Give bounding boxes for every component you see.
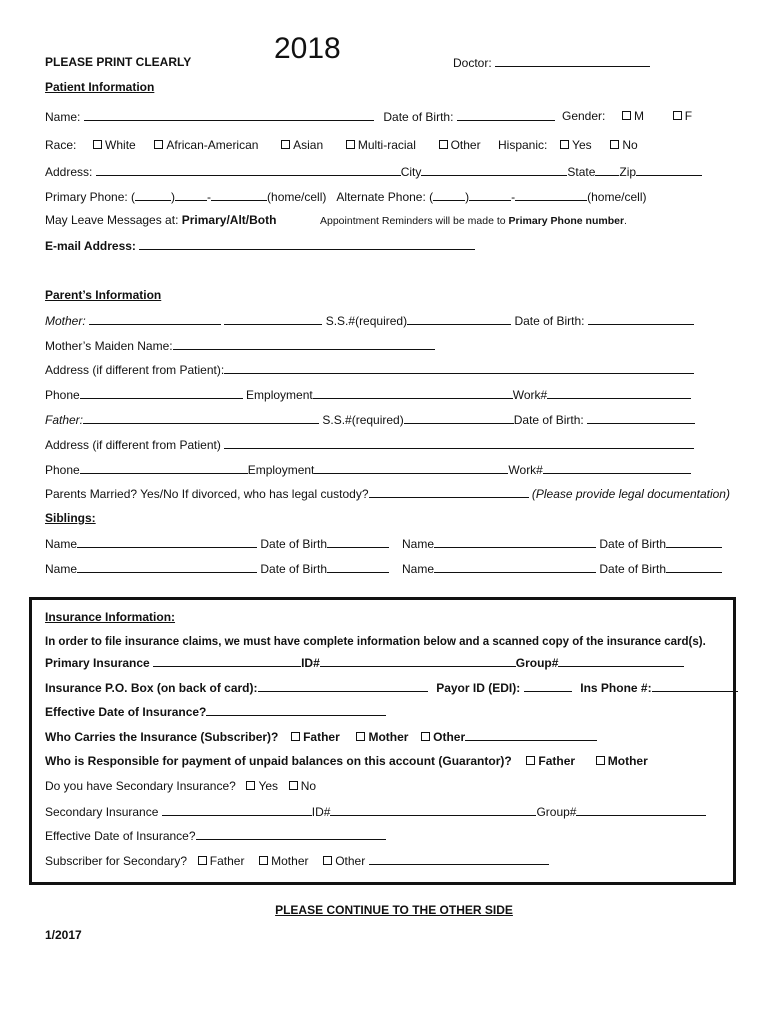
father-dob-label: Date of Birth: xyxy=(513,413,584,427)
form-year: 2018 xyxy=(274,32,341,65)
primary-insurance-field[interactable] xyxy=(153,655,301,667)
print-clearly-heading: PLEASE PRINT CLEARLY xyxy=(45,55,192,69)
mother-address-field[interactable] xyxy=(224,362,694,374)
subscriber-row xyxy=(45,729,597,744)
insurance-section-title: Insurance Information: xyxy=(45,610,176,624)
hispanic-label: Hispanic: xyxy=(498,138,548,152)
sibling-dob-label: Date of Birth xyxy=(260,537,328,551)
mother-dob-label: Date of Birth: xyxy=(514,314,585,328)
siblings-title: Siblings: xyxy=(45,511,96,525)
guarantor-question: Who is Responsible for payment of unpaid balances on this account (Guarantor)? xyxy=(45,754,512,768)
secondary-subscriber-row xyxy=(45,853,549,868)
race-multi-checkbox[interactable] xyxy=(346,140,355,149)
father-label: Father: xyxy=(45,413,84,427)
guarantor-row xyxy=(45,754,648,768)
race-label: Race: xyxy=(45,138,77,152)
sibling-dob-label: Date of Birth xyxy=(599,562,667,576)
mother-work-label: Work# xyxy=(512,388,548,402)
father-row xyxy=(45,412,695,427)
race-other-checkbox[interactable] xyxy=(439,140,448,149)
primary-phone-line[interactable] xyxy=(211,189,267,201)
sibling-name-label: Name xyxy=(45,537,78,551)
continue-notice: PLEASE CONTINUE TO THE OTHER SIDE xyxy=(275,903,513,917)
reminders-bold: Primary Phone number xyxy=(508,215,625,227)
sibling-dob-label: Date of Birth xyxy=(599,537,667,551)
sibling-row-1b xyxy=(402,536,722,551)
primary-insurance-label: Primary Insurance xyxy=(45,656,150,670)
secondary-effective-row xyxy=(45,828,386,843)
sibling-dob-field[interactable] xyxy=(666,536,722,548)
patient-dob-field[interactable] xyxy=(457,109,555,121)
alternate-phone-area[interactable] xyxy=(433,189,465,201)
phone-row: Primary Phone: ( ) - (home/cell) Alternate Phone: ( ) - (home/cell) xyxy=(45,190,647,204)
mother-phone-label: Phone xyxy=(45,388,80,402)
patient-section-title: Patient Information xyxy=(45,80,155,94)
race-african-checkbox[interactable] xyxy=(154,140,163,149)
po-box-row xyxy=(45,680,738,695)
form-revision-date: 1/2017 xyxy=(45,928,82,942)
mother-last-field[interactable] xyxy=(224,313,322,325)
city-label: City xyxy=(400,165,422,179)
sibling-name-label: Name xyxy=(402,537,435,551)
gender-m-label: M xyxy=(634,109,645,123)
zip-label: Zip xyxy=(619,165,637,179)
secondary-group-label: Group# xyxy=(536,805,577,819)
mother-dob-field[interactable] xyxy=(588,313,694,325)
po-box-label: Insurance P.O. Box (on back of card): xyxy=(45,681,258,695)
mother-employment-label: Employment xyxy=(246,388,313,402)
payor-id-field[interactable] xyxy=(524,680,572,692)
race-asian-checkbox[interactable] xyxy=(281,140,290,149)
sibling-name-field[interactable] xyxy=(434,536,596,548)
payor-id-label: Payor ID (EDI): xyxy=(436,681,521,695)
alternate-phone-label: Alternate Phone: ( xyxy=(336,190,434,204)
secondary-mother-label: Mother xyxy=(271,854,309,868)
secondary-id-label: ID# xyxy=(311,805,331,819)
married-label: Parents Married? Yes/No If divorced, who has legal custody? xyxy=(45,487,369,501)
sibling-dob-field[interactable] xyxy=(327,536,389,548)
messages-label: May Leave Messages at: xyxy=(45,213,179,227)
father-phone-field[interactable] xyxy=(80,462,248,474)
secondary-insurance-row xyxy=(45,804,706,819)
subscriber-question: Who Carries the Insurance (Subscriber)? xyxy=(45,730,279,744)
name-label: Name: xyxy=(45,110,81,124)
secondary-father-label: Father xyxy=(209,854,245,868)
primary-id-field[interactable] xyxy=(320,655,516,667)
hispanic-yes-label: Yes xyxy=(572,138,592,152)
reminders-text: Appointment Reminders will be made to xyxy=(320,215,506,227)
secondary-no-label: No xyxy=(300,779,317,793)
sibling-name-label: Name xyxy=(45,562,78,576)
guarantor-mother-checkbox[interactable] xyxy=(596,756,605,765)
secondary-insurance-field[interactable] xyxy=(162,804,312,816)
secondary-no-checkbox[interactable] xyxy=(289,781,298,790)
guarantor-mother-label: Mother xyxy=(607,754,648,768)
guarantor-father-label: Father xyxy=(538,754,576,768)
legal-note: (Please provide legal documentation) xyxy=(531,487,730,501)
mother-address-row xyxy=(45,362,694,377)
primary-group-field[interactable] xyxy=(558,655,684,667)
father-name-field[interactable] xyxy=(83,412,319,424)
email-row xyxy=(45,238,475,253)
primary-phone-prefix[interactable] xyxy=(175,189,207,201)
sibling-row-2b xyxy=(402,561,722,576)
address-label: Address: xyxy=(45,165,93,179)
secondary-other-label: Other xyxy=(335,854,366,868)
maiden-row xyxy=(45,338,435,353)
secondary-question-row xyxy=(45,779,316,793)
father-phone-label: Phone xyxy=(45,463,80,477)
race-row xyxy=(45,138,481,152)
secondary-group-field[interactable] xyxy=(576,804,706,816)
state-field[interactable] xyxy=(595,164,619,176)
gender-m-checkbox[interactable] xyxy=(622,111,631,120)
secondary-father-checkbox[interactable] xyxy=(198,856,207,865)
primary-phone-label: Primary Phone: ( xyxy=(45,190,136,204)
father-ss-label: S.S.#(required) xyxy=(322,413,404,427)
father-address-row xyxy=(45,437,694,452)
patient-name-row xyxy=(45,109,555,124)
secondary-mother-checkbox[interactable] xyxy=(259,856,268,865)
custody-field[interactable] xyxy=(369,486,529,498)
alternate-phone-prefix[interactable] xyxy=(469,189,511,201)
ins-phone-label: Ins Phone #: xyxy=(580,681,652,695)
father-address-field[interactable] xyxy=(224,437,694,449)
gender-f-checkbox[interactable] xyxy=(673,111,682,120)
reminders-note: Appointment Reminders will be made to Primary Phone number. xyxy=(320,215,627,227)
mother-phone-row xyxy=(45,387,691,402)
father-employment-field[interactable] xyxy=(314,462,508,474)
email-label: E-mail Address: xyxy=(45,239,136,253)
insurance-notice: In order to file insurance claims, we must have complete information below and a scanned copy of the insurance card(s). xyxy=(45,636,706,648)
secondary-question: Do you have Secondary Insurance? xyxy=(45,779,236,793)
patient-name-field[interactable] xyxy=(84,109,374,121)
father-ss-field[interactable] xyxy=(404,412,514,424)
mother-ss-field[interactable] xyxy=(407,313,511,325)
maiden-field[interactable] xyxy=(173,338,435,350)
father-address-label: Address (if different from Patient) xyxy=(45,438,221,452)
father-work-field[interactable] xyxy=(543,462,691,474)
primary-insurance-row xyxy=(45,655,684,670)
subscriber-father-label: Father xyxy=(303,730,340,744)
sibling-name-field[interactable] xyxy=(434,561,596,573)
city-field[interactable] xyxy=(421,164,567,176)
parents-section-title: Parent’s Information xyxy=(45,288,162,302)
doctor-field[interactable] xyxy=(495,55,650,67)
state-label: State xyxy=(567,165,596,179)
primary-home-cell: (home/cell) xyxy=(267,190,327,204)
sibling-name-label: Name xyxy=(402,562,435,576)
guarantor-father-checkbox[interactable] xyxy=(526,756,535,765)
sibling-row-1a xyxy=(45,536,389,551)
doctor-row xyxy=(453,55,650,70)
gender-label: Gender: xyxy=(562,109,606,123)
sibling-row-2a xyxy=(45,561,389,576)
secondary-other-field[interactable] xyxy=(369,853,549,865)
mother-work-field[interactable] xyxy=(547,387,691,399)
primary-phone-area[interactable] xyxy=(135,189,171,201)
race-white-checkbox[interactable] xyxy=(93,140,102,149)
subscriber-mother-checkbox[interactable] xyxy=(356,732,365,741)
effective-date-label: Effective Date of Insurance? xyxy=(45,705,207,719)
secondary-other-checkbox[interactable] xyxy=(323,856,332,865)
subscriber-mother-label: Mother xyxy=(368,730,409,744)
sibling-name-field[interactable] xyxy=(77,561,257,573)
race-multi-label: Multi-racial xyxy=(357,138,416,152)
doctor-label: Doctor: xyxy=(453,56,492,70)
mother-address-label: Address (if different from Patient): xyxy=(45,363,225,377)
primary-id-label: ID# xyxy=(301,656,320,670)
email-field[interactable] xyxy=(139,238,475,250)
mother-employment-field[interactable] xyxy=(313,387,513,399)
hispanic-no-label: No xyxy=(622,138,638,152)
hispanic-no-checkbox[interactable] xyxy=(610,140,619,149)
address-field[interactable] xyxy=(96,164,401,176)
primary-group-label: Group# xyxy=(515,656,559,670)
secondary-effective-label: Effective Date of Insurance? xyxy=(45,829,196,843)
address-row xyxy=(45,164,702,179)
mother-label: Mother: xyxy=(45,314,86,328)
father-employment-label: Employment xyxy=(247,463,315,477)
race-asian-label: Asian xyxy=(293,138,324,152)
mother-first-field[interactable] xyxy=(89,313,221,325)
secondary-subscriber-question: Subscriber for Secondary? xyxy=(45,854,188,868)
subscriber-father-checkbox[interactable] xyxy=(291,732,300,741)
race-white-label: White xyxy=(105,138,136,152)
effective-date-row xyxy=(45,704,386,719)
sibling-name-field[interactable] xyxy=(77,536,257,548)
messages-value: Primary/Alt/Both xyxy=(181,213,277,227)
ins-phone-field[interactable] xyxy=(652,680,738,692)
hispanic-row xyxy=(498,138,638,152)
sibling-dob-label: Date of Birth xyxy=(260,562,328,576)
subscriber-other-label: Other xyxy=(433,730,466,744)
secondary-yes-checkbox[interactable] xyxy=(246,781,255,790)
subscriber-other-field[interactable] xyxy=(465,729,597,741)
secondary-id-field[interactable] xyxy=(330,804,536,816)
secondary-yes-label: Yes xyxy=(258,779,279,793)
effective-date-field[interactable] xyxy=(206,704,386,716)
po-box-field[interactable] xyxy=(258,680,428,692)
married-row xyxy=(45,486,730,501)
alternate-phone-line[interactable] xyxy=(515,189,587,201)
gender-row xyxy=(562,109,692,123)
father-work-label: Work# xyxy=(508,463,543,477)
mother-phone-field[interactable] xyxy=(80,387,243,399)
subscriber-other-checkbox[interactable] xyxy=(421,732,430,741)
messages-row xyxy=(45,213,276,227)
father-dob-field[interactable] xyxy=(587,412,695,424)
race-african-label: African-American xyxy=(166,138,259,152)
hispanic-yes-checkbox[interactable] xyxy=(560,140,569,149)
race-other-label: Other xyxy=(450,138,481,152)
alternate-home-cell: (home/cell) xyxy=(587,190,647,204)
mother-ss-label: S.S.#(required) xyxy=(325,314,408,328)
sibling-dob-field[interactable] xyxy=(327,561,389,573)
maiden-label: Mother’s Maiden Name: xyxy=(45,339,173,353)
secondary-effective-field[interactable] xyxy=(196,828,386,840)
gender-f-label: F xyxy=(684,109,693,123)
father-phone-row xyxy=(45,462,691,477)
secondary-insurance-label: Secondary Insurance xyxy=(45,805,159,819)
zip-field[interactable] xyxy=(636,164,702,176)
sibling-dob-field[interactable] xyxy=(666,561,722,573)
mother-row xyxy=(45,313,694,328)
dob-label: Date of Birth: xyxy=(383,110,454,124)
